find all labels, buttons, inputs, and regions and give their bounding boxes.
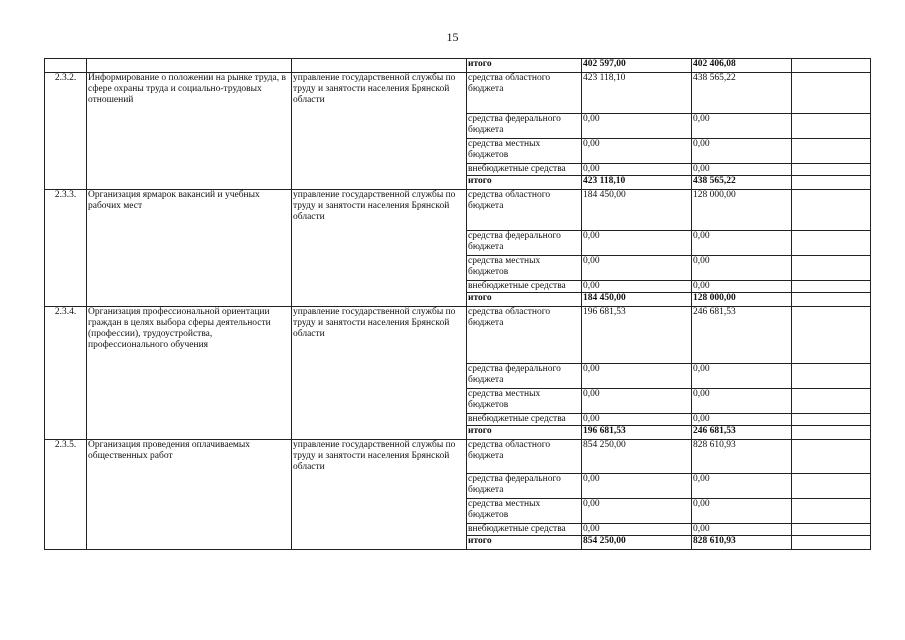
source-label: итого [467, 293, 582, 307]
section-executor: управление государственной службы по труду и занятости населения Брянской области [292, 440, 467, 550]
empty-cell [792, 73, 871, 114]
fact-value: 128 000,00 [692, 293, 792, 307]
fact-value: 0,00 [692, 389, 792, 414]
source-label: внебюджетные средства [467, 281, 582, 293]
section-number: 2.3.2. [45, 73, 87, 190]
source-label: внебюджетные средства [467, 524, 582, 536]
fact-value: 828 610,93 [692, 440, 792, 474]
fact-value: 0,00 [692, 231, 792, 256]
fact-value: 438 565,22 [692, 73, 792, 114]
source-label: средства федерального бюджета [467, 364, 582, 389]
fact-value: 0,00 [692, 256, 792, 281]
plan-value: 423 118,10 [582, 73, 692, 114]
plan-value: 196 681,53 [582, 426, 692, 440]
source-label: средства федерального бюджета [467, 474, 582, 499]
section-row [45, 440, 871, 474]
section-row [45, 190, 871, 231]
source-label: итого [467, 536, 582, 550]
plan-value: 854 250,00 [582, 536, 692, 550]
plan-value: 0,00 [582, 389, 692, 414]
section-row [45, 73, 871, 114]
empty-cell [792, 293, 871, 307]
fact-value: 0,00 [692, 114, 792, 139]
empty-cell [792, 474, 871, 499]
empty-cell [792, 414, 871, 426]
plan-value: 0,00 [582, 139, 692, 164]
plan-value: 0,00 [582, 364, 692, 389]
section-number: 2.3.5. [45, 440, 87, 550]
empty-cell [792, 176, 871, 190]
source-label: средства областного бюджета [467, 190, 582, 231]
source-label: средства областного бюджета [467, 73, 582, 114]
section-executor: управление государственной службы по труду и занятости населения Брянской области [292, 190, 467, 307]
source-label: средства местных бюджетов [467, 256, 582, 281]
empty-cell [792, 281, 871, 293]
fact-value: 438 565,22 [692, 176, 792, 190]
section-name: Организация профессиональной ориентации граждан в целях выбора сферы деятельности (профессии), трудоустройства, профессионального обучения [87, 307, 292, 440]
plan-value: 0,00 [582, 164, 692, 176]
empty-cell [792, 307, 871, 364]
empty-cell [792, 59, 871, 73]
empty-cell [792, 114, 871, 139]
empty-cell [792, 440, 871, 474]
source-label: итого [467, 176, 582, 190]
plan-value: 0,00 [582, 114, 692, 139]
top-total-row [45, 59, 871, 73]
plan-value: 184 450,00 [582, 190, 692, 231]
section-number: 2.3.3. [45, 190, 87, 307]
fact-value: 246 681,53 [692, 307, 792, 364]
empty-cell [792, 536, 871, 550]
plan-value: 196 681,53 [582, 307, 692, 364]
source-label: средства областного бюджета [467, 307, 582, 364]
empty-cell [792, 426, 871, 440]
section-name: Организация проведения оплачиваемых общественных работ [87, 440, 292, 550]
empty-cell [792, 164, 871, 176]
source-label: средства местных бюджетов [467, 389, 582, 414]
empty-cell [792, 139, 871, 164]
empty-cell [45, 59, 87, 73]
source-label: итого [467, 59, 582, 73]
section-executor: управление государственной службы по труду и занятости населения Брянской области [292, 307, 467, 440]
empty-cell [792, 389, 871, 414]
plan-value: 854 250,00 [582, 440, 692, 474]
source-label: итого [467, 426, 582, 440]
empty-cell [792, 364, 871, 389]
empty-cell [792, 524, 871, 536]
budget-table [44, 58, 871, 550]
section-name: Организация ярмарок вакансий и учебных рабочих мест [87, 190, 292, 307]
empty-cell [792, 190, 871, 231]
plan-value: 0,00 [582, 414, 692, 426]
fact-value: 0,00 [692, 414, 792, 426]
section-name: Информирование о положении на рынке труда, в сфере охраны труда и социально-трудовых отношений [87, 73, 292, 190]
plan-value: 402 597,00 [582, 59, 692, 73]
empty-cell [792, 231, 871, 256]
empty-cell [792, 499, 871, 524]
fact-value: 0,00 [692, 474, 792, 499]
fact-value: 0,00 [692, 281, 792, 293]
plan-value: 0,00 [582, 499, 692, 524]
fact-value: 0,00 [692, 499, 792, 524]
page-number: 15 [446, 30, 459, 44]
empty-cell [87, 59, 292, 73]
fact-value: 128 000,00 [692, 190, 792, 231]
plan-value: 423 118,10 [582, 176, 692, 190]
source-label: средства федерального бюджета [467, 231, 582, 256]
plan-value: 0,00 [582, 256, 692, 281]
fact-value: 246 681,53 [692, 426, 792, 440]
source-label: внебюджетные средства [467, 164, 582, 176]
empty-cell [792, 256, 871, 281]
fact-value: 0,00 [692, 164, 792, 176]
source-label: средства федерального бюджета [467, 114, 582, 139]
empty-cell [292, 59, 467, 73]
section-number: 2.3.4. [45, 307, 87, 440]
plan-value: 0,00 [582, 474, 692, 499]
plan-value: 184 450,00 [582, 293, 692, 307]
source-label: средства областного бюджета [467, 440, 582, 474]
source-label: средства местных бюджетов [467, 139, 582, 164]
plan-value: 0,00 [582, 524, 692, 536]
fact-value: 828 610,93 [692, 536, 792, 550]
plan-value: 0,00 [582, 231, 692, 256]
section-row [45, 307, 871, 364]
source-label: внебюджетные средства [467, 414, 582, 426]
fact-value: 0,00 [692, 364, 792, 389]
section-executor: управление государственной службы по труду и занятости населения Брянской области [292, 73, 467, 190]
fact-value: 0,00 [692, 524, 792, 536]
fact-value: 402 406,08 [692, 59, 792, 73]
plan-value: 0,00 [582, 281, 692, 293]
source-label: средства местных бюджетов [467, 499, 582, 524]
fact-value: 0,00 [692, 139, 792, 164]
